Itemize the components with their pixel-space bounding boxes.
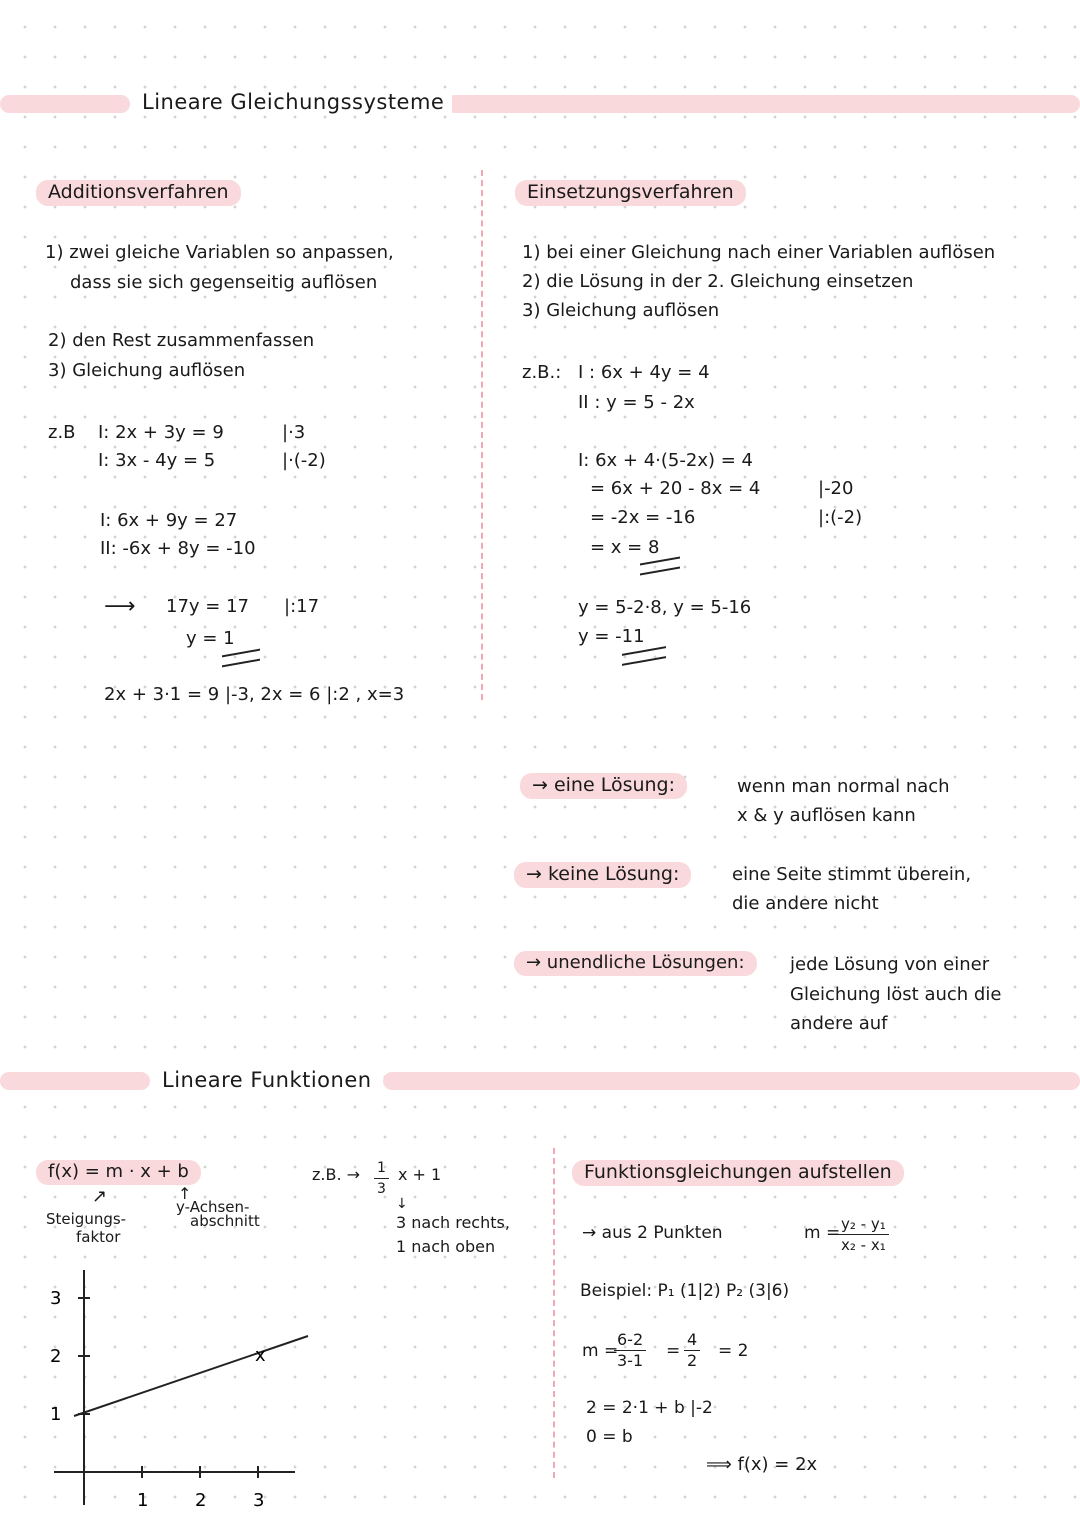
heading-additionsverfahren: Additionsverfahren xyxy=(36,180,241,206)
final-result: ⟹ f(x) = 2x xyxy=(706,1454,818,1475)
case-text-unendlich-3: andere auf xyxy=(790,1013,888,1034)
ein-step-3: 3) Gleichung auflösen xyxy=(522,300,720,321)
case-text-eine-2: x & y auflösen kann xyxy=(737,805,916,826)
section-title-lf: Lineare Funktionen xyxy=(154,1068,380,1092)
label-steigungsfaktor-1: Steigungs- xyxy=(46,1210,127,1228)
add-example-prefix: z.B xyxy=(48,422,76,443)
arrow-up-b: ↑ xyxy=(178,1184,192,1203)
ein-step-2: 2) die Lösung in der 2. Gleichung einsetzen xyxy=(522,271,914,292)
calc-fraction-1 xyxy=(614,1330,646,1371)
ein-eq2: II : y = 5 - 2x xyxy=(578,392,695,413)
lf-frac-den: 3 xyxy=(377,1181,386,1197)
ein-step-1: 1) bei einer Gleichung nach einer Variablen auflösen xyxy=(522,242,996,263)
case-text-eine-1: wenn man normal nach xyxy=(737,776,950,797)
calc-num-1: 6-2 xyxy=(614,1330,646,1351)
lf-example-fraction xyxy=(374,1158,389,1199)
case-label-eine-loesung: → eine Lösung: xyxy=(520,773,687,799)
formula-fx: f(x) = m · x + b xyxy=(36,1160,201,1185)
case-text-unendlich-1: jede Lösung von einer xyxy=(790,954,990,975)
calc-den-2: 2 xyxy=(687,1351,698,1370)
ein-eq6: = x = 8 xyxy=(590,537,660,558)
arrow-up-m: ↗ xyxy=(92,1186,108,1207)
add-eq2: I: 3x - 4y = 5 xyxy=(98,450,216,471)
graph-y-tick-label-2: 2 xyxy=(50,1346,62,1367)
calc-den-1: 3-1 xyxy=(617,1351,644,1370)
m-formula-den: x₂ - x₁ xyxy=(841,1236,886,1254)
ein-eq4: = 6x + 20 - 8x = 4 xyxy=(590,478,761,499)
calc-result: = 2 xyxy=(718,1341,749,1361)
ein-eq8: y = -11 xyxy=(578,626,645,647)
divider-bottom xyxy=(553,1148,555,1478)
case-label-keine-loesung: → keine Lösung: xyxy=(514,862,691,888)
lf-graph xyxy=(20,1260,340,1520)
ein-example-prefix: z.B.: xyxy=(522,362,562,383)
add-op1: |·3 xyxy=(282,422,306,443)
m-formula-num: y₂ - y₁ xyxy=(838,1214,889,1235)
case-label-unendliche-loesungen: → unendliche Lösungen: xyxy=(514,951,757,976)
aus-2-punkten: → aus 2 Punkten xyxy=(582,1223,723,1243)
add-eq7: 2x + 3·1 = 9 |-3, 2x = 6 |:2 , x=3 xyxy=(104,684,405,705)
title-band-left-2 xyxy=(0,1072,150,1090)
case-text-unendlich-2: Gleichung löst auch die xyxy=(790,984,1002,1005)
ein-op5: |:(-2) xyxy=(818,507,863,528)
ein-eq3: I: 6x + 4·(5-2x) = 4 xyxy=(578,450,753,471)
add-op2: |·(-2) xyxy=(282,450,326,471)
heading-funktionsgleichungen: Funktionsgleichungen aufstellen xyxy=(572,1160,904,1186)
ein-eq7: y = 5-2·8, y = 5-16 xyxy=(578,597,752,618)
add-arrow: ⟶ xyxy=(104,594,136,619)
lf-example-prefix: z.B. → xyxy=(312,1165,361,1184)
add-step-1b: dass sie sich gegenseitig auflösen xyxy=(70,272,378,293)
ein-eq1: I : 6x + 4y = 4 xyxy=(578,362,710,383)
ein-eq5: = -2x = -16 xyxy=(590,507,696,528)
lf-example-rest: x + 1 xyxy=(398,1165,442,1184)
add-step-1: 1) zwei gleiche Variablen so anpassen, xyxy=(45,242,394,263)
add-eq1: I: 2x + 3y = 9 xyxy=(98,422,224,443)
graph-function-line xyxy=(74,1336,308,1416)
calc-line-2: 2 = 2·1 + b |-2 xyxy=(586,1398,713,1418)
graph-y-tick-label-3: 3 xyxy=(50,1288,62,1309)
add-eq6: y = 1 xyxy=(186,628,235,649)
graph-x-tick-label-3: 3 xyxy=(253,1490,265,1511)
calc-fraction-2 xyxy=(684,1330,700,1371)
lf-example-note-2: 1 nach oben xyxy=(396,1237,496,1256)
calc-line-3: 0 = b xyxy=(586,1427,633,1447)
add-eq5: 17y = 17 xyxy=(166,596,249,617)
graph-y-tick-label-1: 1 xyxy=(50,1404,62,1425)
calc-num-2: 4 xyxy=(684,1330,700,1351)
heading-einsetzungsverfahren: Einsetzungsverfahren xyxy=(515,180,746,206)
title-band-right-2 xyxy=(383,1072,1080,1090)
add-step-3: 3) Gleichung auflösen xyxy=(48,360,246,381)
add-step-2: 2) den Rest zusammenfassen xyxy=(48,330,315,351)
title-band-left xyxy=(0,95,130,113)
add-eq3: I: 6x + 9y = 27 xyxy=(100,510,238,531)
ein-op4: |-20 xyxy=(818,478,854,499)
calc-equals: = xyxy=(666,1341,681,1361)
graph-point-mark: x xyxy=(255,1345,266,1366)
m-formula-prefix: m = xyxy=(804,1223,841,1243)
add-eq4: II: -6x + 8y = -10 xyxy=(100,538,256,559)
add-op5: |:17 xyxy=(284,596,320,617)
lf-frac-num: 1 xyxy=(374,1158,389,1179)
lf-example-down-arrow: ↓ xyxy=(396,1196,408,1212)
label-yachsen-1: y-Achsen- xyxy=(176,1198,250,1216)
lf-example-note-1: 3 nach rechts, xyxy=(396,1213,510,1232)
beispiel-points: Beispiel: P₁ (1|2) P₂ (3|6) xyxy=(580,1281,790,1301)
calc-prefix: m = xyxy=(582,1341,619,1361)
graph-x-tick-label-2: 2 xyxy=(195,1490,207,1511)
divider-top xyxy=(481,170,483,700)
m-formula-fraction xyxy=(838,1214,889,1255)
case-text-keine-1: eine Seite stimmt überein, xyxy=(732,864,972,885)
label-steigungsfaktor-2: faktor xyxy=(76,1228,121,1246)
title-band-right xyxy=(446,95,1080,113)
case-text-keine-2: die andere nicht xyxy=(732,893,879,914)
label-yachsen-2: abschnitt xyxy=(190,1212,260,1230)
section-title-lgs: Lineare Gleichungssysteme xyxy=(134,90,452,114)
graph-x-tick-label-1: 1 xyxy=(137,1490,149,1511)
